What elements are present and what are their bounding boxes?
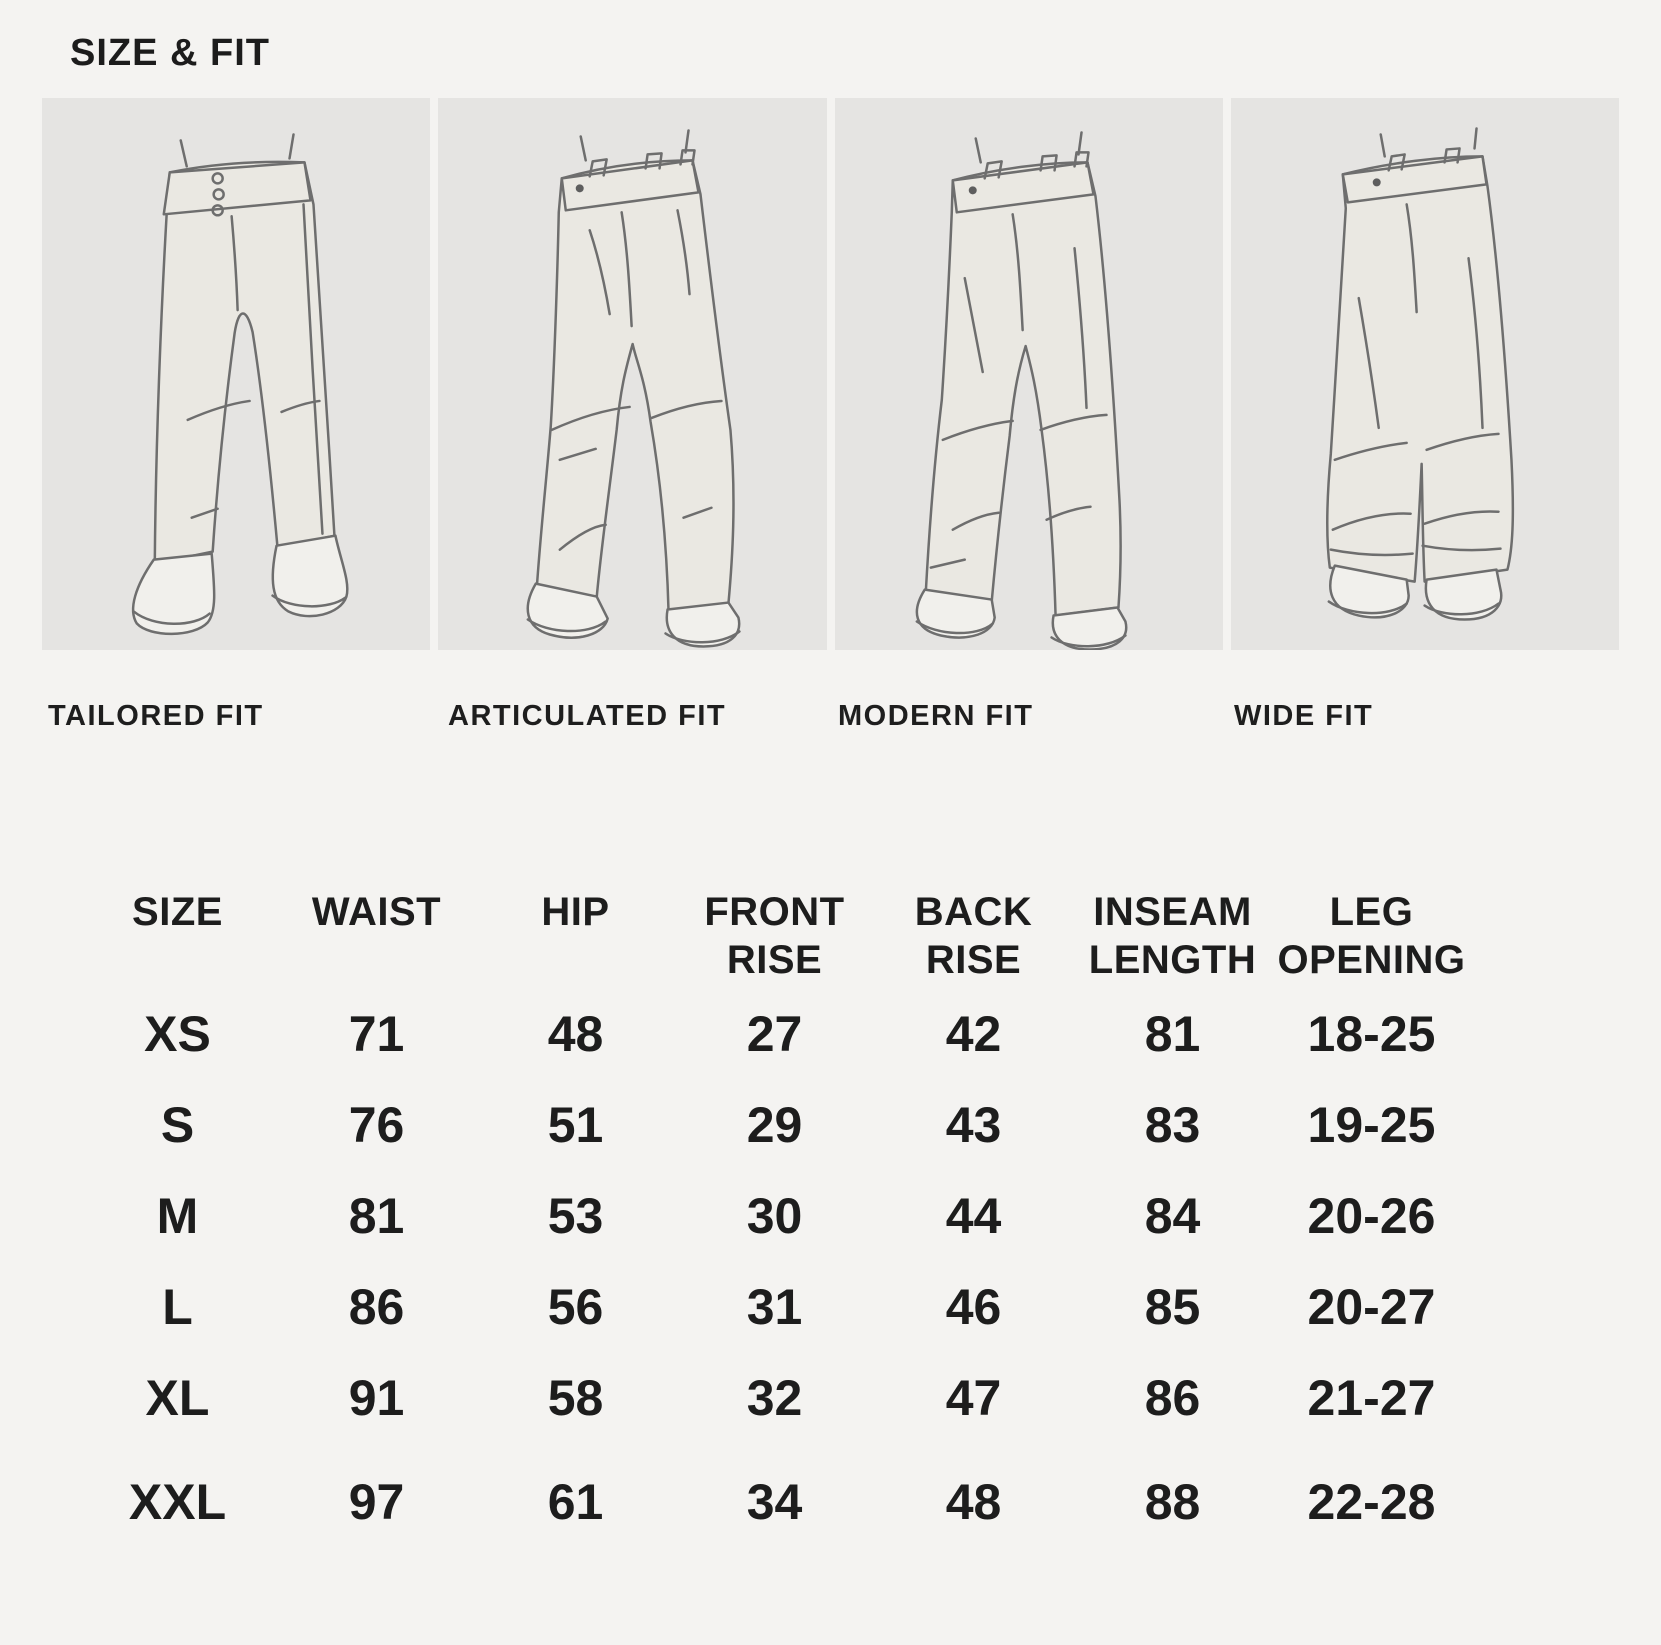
table-cell: L: [162, 1278, 193, 1335]
column-header-hip: HIP: [541, 890, 610, 934]
table-cell: 86: [348, 1278, 405, 1335]
table-cell: 18-25: [1307, 1005, 1436, 1062]
table-cell: 84: [1144, 1187, 1201, 1244]
fit-panel-tailored: [42, 98, 430, 650]
size-table: [78, 888, 1471, 1561]
table-cell: 81: [1144, 1005, 1201, 1062]
column-header-front-rise: FRONT RISE: [704, 890, 845, 982]
table-cell: 30: [746, 1187, 803, 1244]
table-cell: 83: [1144, 1096, 1201, 1153]
column-header-size: SIZE: [132, 890, 223, 934]
fit-panel-modern: [835, 98, 1223, 650]
fit-labels-row: [0, 700, 1661, 742]
column-header-inseam-length: INSEAM LENGTH: [1088, 890, 1257, 982]
table-row-m: [78, 1170, 1471, 1261]
table-cell: 61: [547, 1474, 604, 1530]
column-header-leg-opening: LEG OPENING: [1277, 890, 1466, 982]
table-cell: 42: [945, 1005, 1002, 1062]
table-cell: 44: [945, 1187, 1002, 1244]
fit-panel-wide: [1231, 98, 1619, 650]
table-cell: 48: [547, 1005, 604, 1062]
table-row-xxl: [78, 1443, 1471, 1561]
table-cell: 29: [746, 1096, 803, 1153]
section-title: SIZE & FIT: [70, 32, 270, 74]
column-header-back-rise: BACK RISE: [914, 890, 1033, 982]
tailored-fit-pants-illustration: [42, 98, 430, 650]
table-cell: 86: [1144, 1369, 1201, 1426]
table-cell: 97: [348, 1474, 405, 1530]
table-cell: 48: [945, 1474, 1002, 1530]
table-cell: 47: [945, 1369, 1002, 1426]
articulated-fit-pants-illustration: [438, 98, 826, 650]
table-cell: XS: [144, 1005, 211, 1062]
table-cell: 21-27: [1307, 1369, 1436, 1426]
table-cell: XXL: [128, 1474, 227, 1530]
fit-label-wide: WIDE FIT: [1234, 700, 1374, 732]
modern-fit-pants-illustration: [835, 98, 1223, 650]
table-cell: 53: [547, 1187, 604, 1244]
table-cell: 71: [348, 1005, 405, 1062]
table-cell: 58: [547, 1369, 604, 1426]
table-cell: 91: [348, 1369, 405, 1426]
table-cell: M: [156, 1187, 199, 1244]
table-row-xs: [78, 988, 1471, 1079]
table-cell: 34: [746, 1474, 803, 1530]
table-cell: 81: [348, 1187, 405, 1244]
table-cell: 88: [1144, 1474, 1201, 1530]
table-cell: 19-25: [1307, 1096, 1436, 1153]
fit-label-modern: MODERN FIT: [838, 700, 1034, 732]
table-cell: 32: [746, 1369, 803, 1426]
fit-panel-articulated: [438, 98, 826, 650]
table-row-s: [78, 1079, 1471, 1170]
table-cell: XL: [145, 1369, 210, 1426]
table-row-xl: [78, 1352, 1471, 1443]
size-table-header-row: [78, 888, 1471, 988]
table-row-l: [78, 1261, 1471, 1352]
table-cell: 51: [547, 1096, 604, 1153]
column-header-waist: WAIST: [311, 890, 442, 934]
table-cell: S: [160, 1096, 195, 1153]
fit-label-tailored: TAILORED FIT: [48, 700, 264, 732]
table-cell: 76: [348, 1096, 405, 1153]
table-cell: 22-28: [1307, 1474, 1436, 1530]
table-cell: 27: [746, 1005, 803, 1062]
table-cell: 56: [547, 1278, 604, 1335]
table-cell: 46: [945, 1278, 1002, 1335]
table-cell: 20-26: [1307, 1187, 1436, 1244]
fit-illustrations-strip: [42, 98, 1619, 650]
table-cell: 31: [746, 1278, 803, 1335]
table-cell: 20-27: [1307, 1278, 1436, 1335]
wide-fit-pants-illustration: [1231, 98, 1619, 650]
table-cell: 85: [1144, 1278, 1201, 1335]
fit-label-articulated: ARTICULATED FIT: [448, 700, 727, 732]
table-cell: 43: [945, 1096, 1002, 1153]
